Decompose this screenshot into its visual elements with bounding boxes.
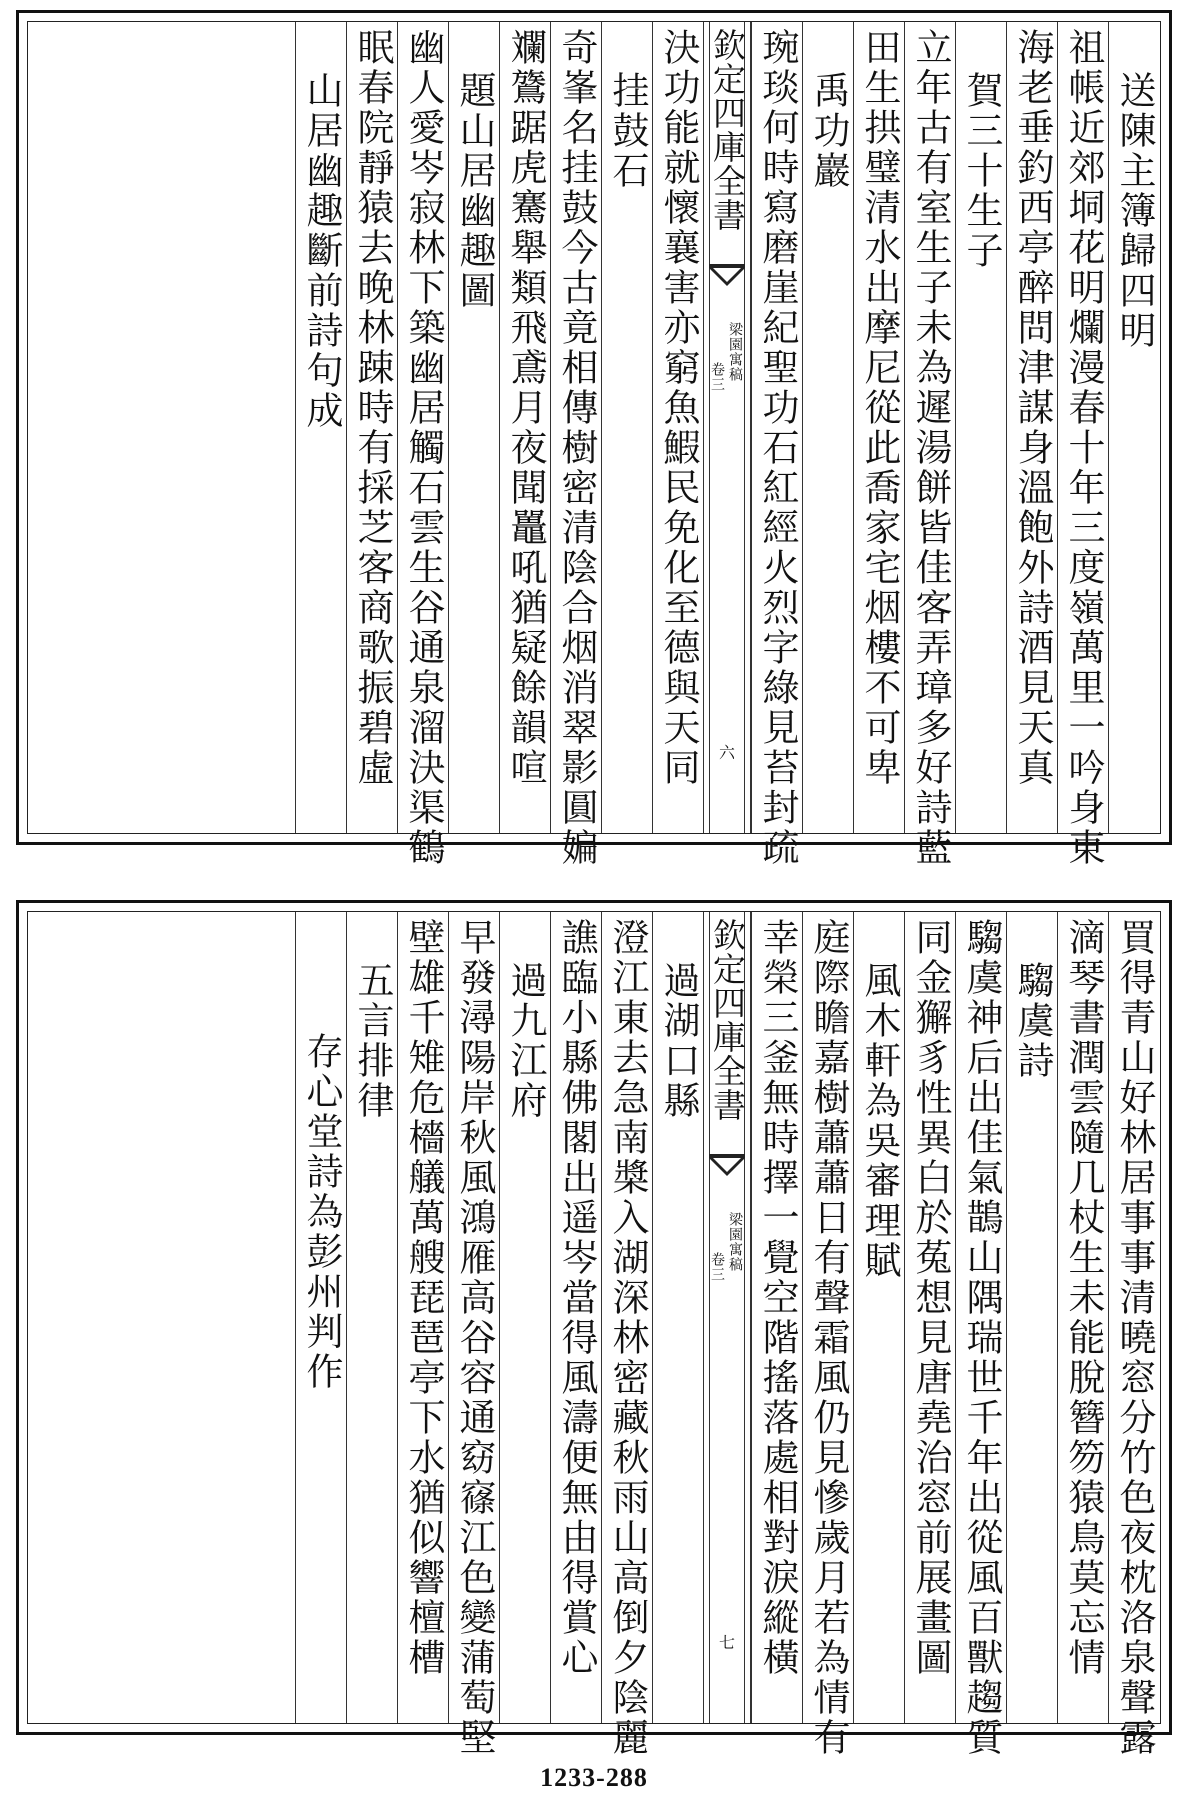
poem-line: 海老垂釣西亭醉問津謀身溫飽外詩酒見天真 [1011, 28, 1054, 788]
text-column [601, 22, 653, 833]
text-column [448, 22, 500, 833]
text-column [802, 22, 854, 833]
poem-line: 同金獬豸性異白於菟想見唐堯治窓前展畫圖 [909, 918, 952, 1678]
collection-title: 欽定四庫全書 [708, 918, 747, 1122]
poem-title: 題山居幽趣圖 [453, 71, 496, 311]
poem-title: 存心堂詩為彭州判作 [300, 1032, 343, 1392]
poem-title: 風木軒為吳審理賦 [858, 961, 901, 1281]
poem-line: 祖帳近郊垌花明爛漫春十年三度嶺萬里一吟身東 [1062, 28, 1105, 868]
poem-line: 幸榮三釜無時擇一覺空階搖落處相對淚縱橫 [756, 918, 799, 1678]
poem-line: 壁雄千雉危檣艤萬艘琵琶亭下水猶似響檀槽 [402, 918, 445, 1678]
poem-line: 幽人愛岑寂林下築幽居觸石雲生谷通泉溜決渠鶴 [402, 28, 445, 868]
book-name: 梁園寓稿 [727, 1212, 743, 1272]
poem-title: 挂鼓石 [606, 71, 649, 191]
text-column [1006, 912, 1058, 1723]
poem-line: 買得青山好林居事事清曉窓分竹色夜枕洛泉聲露 [1113, 918, 1156, 1758]
poem-line: 澄江東去急南槳入湖深林密藏秋雨山高倒夕陰麗 [606, 918, 649, 1758]
text-column [397, 912, 449, 1723]
text-column [550, 912, 602, 1723]
bottom-page [16, 900, 1172, 1758]
poem-line: 立年古有室生子未為遲湯餅皆佳客弄璋多好詩藍 [909, 28, 952, 868]
poem-line: 譙臨小縣佛閣出遥岑當得風濤便無由得賞心 [555, 918, 598, 1678]
text-column [904, 22, 956, 868]
poem-line: 斕鷟踞虎騫舉類飛鳶月夜聞鼉吼猶疑餘韻喧 [504, 28, 547, 788]
poem-line: 庭際瞻嘉樹蕭蕭日有聲霜風仍見慘歲月若為情有 [807, 918, 850, 1758]
poem-title: 賀三十生子 [960, 71, 1003, 271]
poem-title: 山居幽趣斷前詩句成 [300, 71, 343, 431]
text-column [295, 22, 347, 833]
text-column [802, 912, 854, 1758]
poem-line: 滴琴書潤雲隨几杖生未能脫簪笏猿鳥莫忘情 [1062, 918, 1105, 1678]
text-column [853, 22, 905, 833]
text-column [853, 912, 905, 1723]
text-column [1006, 22, 1058, 833]
text-column [601, 912, 653, 1758]
text-column [751, 912, 803, 1723]
text-column [1108, 22, 1160, 833]
top-page [16, 10, 1172, 868]
fish-tail-ornament-icon [709, 1150, 745, 1180]
collection-title: 欽定四庫全書 [708, 28, 747, 232]
text-column [1108, 912, 1160, 1758]
text-column [295, 912, 347, 1723]
poem-title: 過湖口縣 [657, 961, 700, 1121]
text-column [751, 22, 803, 868]
center-fold-column [703, 22, 751, 833]
poem-line: 騶虞神后出佳氣鵲山隅瑞世千年出從風百獸趨質 [960, 918, 1003, 1758]
text-column [550, 22, 602, 868]
book-name: 梁園寓稿 [727, 322, 743, 382]
volume-label: 卷三 [709, 1252, 725, 1282]
poem-title: 過九江府 [504, 961, 547, 1121]
page-reference-number: 1233-288 [540, 1763, 648, 1792]
fish-tail-ornament-icon [709, 260, 745, 290]
poem-title: 騶虞詩 [1011, 961, 1054, 1081]
text-column [499, 912, 551, 1723]
poem-title: 禹功巖 [807, 71, 850, 191]
text-column [1057, 22, 1109, 868]
center-fold-column [703, 912, 751, 1723]
text-column [955, 912, 1007, 1758]
poem-title: 送陳主簿歸四明 [1113, 71, 1156, 351]
poem-line: 決功能就懷襄害亦窮魚鰕民免化至德與天同 [657, 28, 700, 788]
leaf-number: 六 [718, 743, 735, 762]
text-column [346, 912, 398, 1723]
poem-line: 早發潯陽岸秋風鴻雁高谷容通窈窱江色變蒲萄堅 [453, 918, 496, 1758]
volume-label: 卷三 [709, 362, 725, 392]
text-column [448, 912, 500, 1758]
text-column [652, 912, 704, 1723]
text-column [1057, 912, 1109, 1723]
top-page-frame [27, 21, 1161, 868]
poem-title: 五言排律 [351, 961, 394, 1121]
text-column [346, 22, 398, 833]
bottom-page-frame [27, 911, 1161, 1758]
poem-line: 奇峯名挂鼓今古竟相傳樹密清陰合烟消翠影圓媥 [555, 28, 598, 868]
text-column [904, 912, 956, 1723]
leaf-number: 七 [718, 1633, 735, 1652]
poem-line: 琬琰何時寫磨崖紀聖功石紅經火烈字綠見苔封疏 [756, 28, 799, 868]
poem-line: 田生拱璧清水出摩尼從此喬家宅烟樓不可卑 [858, 28, 901, 788]
poem-line: 眠春院靜猿去晚林踈時有採芝客商歌振碧虛 [351, 28, 394, 788]
text-column [955, 22, 1007, 833]
text-column [652, 22, 704, 833]
text-column [397, 22, 449, 868]
text-column [499, 22, 551, 833]
